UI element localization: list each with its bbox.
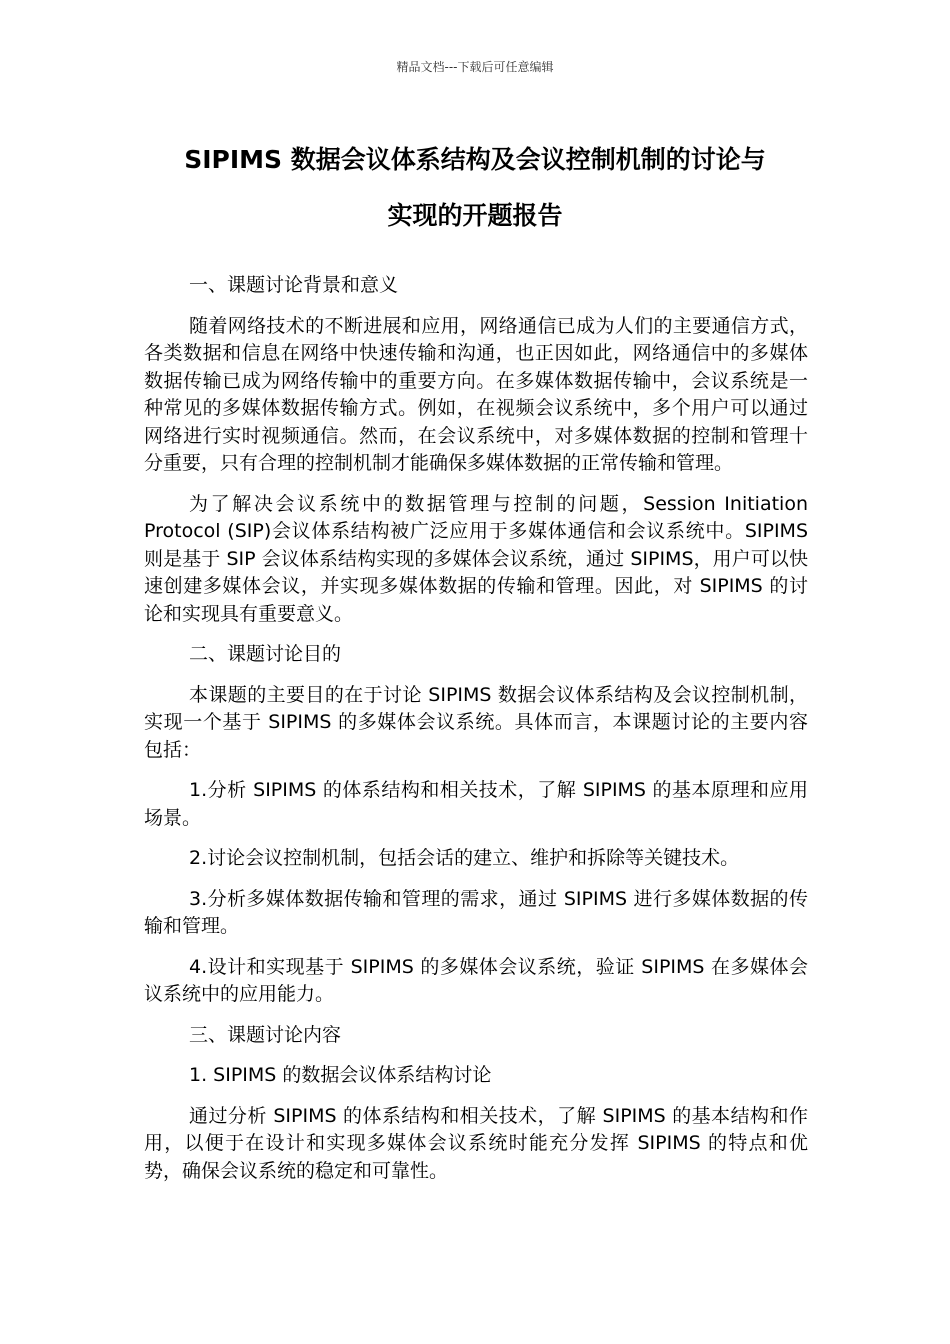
paragraph-purpose: 本课题的主要目的在于讨论 SIPIMS 数据会议体系结构及会议控制机制，实现一个基于 SIPIMS 的多媒体会议系统。具体而言，本课题讨论的主要内容包括： bbox=[144, 683, 808, 761]
list-item-3: 3.分析多媒体数据传输和管理的需求，通过 SIPIMS 进行多媒体数据的传输和管理。 bbox=[144, 887, 808, 937]
list-item-1: 1.分析 SIPIMS 的体系结构和相关技术，了解 SIPIMS 的基本原理和应用场景。 bbox=[144, 779, 808, 829]
list-item-4: 4.设计和实现基于 SIPIMS 的多媒体会议系统，验证 SIPIMS 在多媒体会议系统中的应用能力。 bbox=[144, 955, 808, 1005]
page-header: 精品文档---下载后可任意编辑 bbox=[396, 60, 554, 74]
document-title-line-2: 实现的开题报告 bbox=[387, 201, 563, 230]
list-item-2: 2.讨论会议控制机制，包括会话的建立、维护和拆除等关键技术。 bbox=[189, 847, 740, 869]
section-heading-background: 一、课题讨论背景和意义 bbox=[189, 274, 399, 296]
section-heading-purpose: 二、课题讨论目的 bbox=[189, 643, 342, 665]
document-body bbox=[144, 272, 808, 1198]
section-heading-content: 三、课题讨论内容 bbox=[189, 1023, 342, 1046]
paragraph-sip-intro: 为了解决会议系统中的数据管理与控制的问题，Session Initiation Protocol (SIP)会议体系结构被广泛应用于多媒体通信和会议系统中。SIPIMS 则是基于 SIP 会议体系结构实现的多媒体会议系统，通过 SIPIMS，用户可以快速创建多媒体会议，并实现多媒体数据的传输和管理。因此，对 SIPIMS 的讨论和实现具有重要意义。 bbox=[144, 492, 808, 625]
paragraph-background: 随着网络技术的不断进展和应用，网络通信已成为人们的主要通信方式，各类数据和信息在网络中快速传输和沟通，也正因如此，网络通信中的多媒体数据传输已成为网络传输中的重要方向。在多媒体数据传输中，会议系统是一种常见的多媒体数据传输方式。例如，在视频会议系统中，多个用户可以通过网络进行实时视频通信。然而，在会议系统中，对多媒体数据的控制和管理十分重要，只有合理的控制机制才能确保多媒体数据的正常传输和管理。 bbox=[144, 314, 808, 474]
subsection-heading-1: 1. SIPIMS 的数据会议体系结构讨论 bbox=[189, 1064, 492, 1086]
document-title-line-1: SIPIMS 数据会议体系结构及会议控制机制的讨论与 bbox=[184, 145, 766, 174]
paragraph-architecture: 通过分析 SIPIMS 的体系结构和相关技术，了解 SIPIMS 的基本结构和作用，以便于在设计和实现多媒体会议系统时能充分发挥 SIPIMS 的特点和优势，确保会议系统的稳定和可靠性。 bbox=[144, 1104, 808, 1182]
